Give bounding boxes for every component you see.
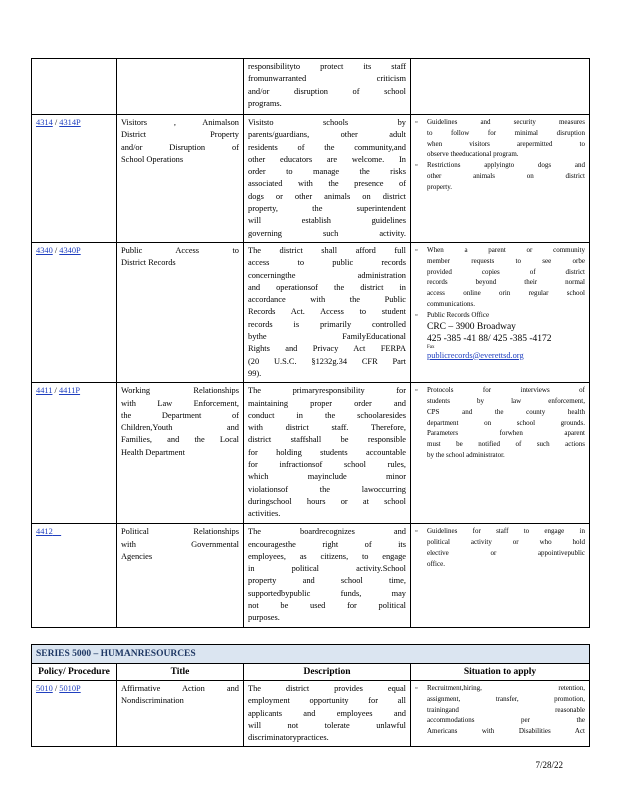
description-line: fromunwarranted criticism xyxy=(248,74,406,84)
title-line: Public Access to xyxy=(121,245,239,255)
title-line: the Department of xyxy=(121,410,239,420)
title-line: Children,Youth and xyxy=(121,423,239,433)
square-bullet-icon: ▫ xyxy=(415,386,418,395)
description-line: employment opportunity for all xyxy=(248,696,406,706)
situation-item: ▫ Guidelines for staff to engage in political activity or who hold elective or appointivepublic office. xyxy=(415,527,585,568)
description-line: Rights and Privacy Act FERPA xyxy=(248,344,406,354)
description-line: associated with the presence of xyxy=(248,179,406,189)
policy-link[interactable]: 4340 xyxy=(36,245,53,255)
procedure-link[interactable]: 4411P xyxy=(58,386,81,396)
contact-address: CRC – 3900 Broadway xyxy=(427,321,516,332)
description-line: not be used for political xyxy=(248,601,406,611)
description-line: dogs or other animals on district xyxy=(248,191,406,201)
description-line: for holding students accountable xyxy=(248,447,406,457)
description-line: maintaining proper order and xyxy=(248,398,406,408)
title-line: Families, and the Local xyxy=(121,435,239,445)
description-line: (20 U.S.C. §1232g.34 CFR Part xyxy=(248,356,406,366)
description-line: concerningthe administration xyxy=(248,270,406,280)
page xyxy=(31,58,586,747)
description-line: supportedbypublic funds, may xyxy=(248,588,406,598)
description-line: The district shall afford full xyxy=(248,245,406,255)
square-bullet-icon: ▫ xyxy=(415,310,418,319)
table-row xyxy=(32,242,590,382)
description-line: parents/guardians, other adult xyxy=(248,130,406,140)
title-line: Nondiscrimination xyxy=(121,696,184,706)
description-line: will establish guidelines xyxy=(248,216,406,226)
title-line: Health Department xyxy=(121,447,185,457)
title-line: Political Relationships xyxy=(121,527,239,537)
title-line: Agencies xyxy=(121,551,153,561)
policy-link[interactable]: 4314 xyxy=(36,118,53,127)
column-header-situation: Situation to apply xyxy=(411,663,590,680)
description-line: Records Act. Access to student xyxy=(248,307,406,317)
situation-item: ▫ Protocols for interviews of students by law enforcement, CPS and the county health department on school grounds. Parameters forwhen aparent must be notified of such actions by the school administrator. xyxy=(415,386,585,460)
table-row xyxy=(32,383,590,524)
title-line: District Records xyxy=(121,258,176,268)
title-cell xyxy=(117,383,244,524)
title-cell xyxy=(117,242,244,382)
description-line: residents of the community,and xyxy=(248,142,406,152)
title-line: with Governmental xyxy=(121,539,239,549)
series-header-row xyxy=(32,644,590,663)
policy-table xyxy=(31,58,590,747)
description-line: and operationsof the district in xyxy=(248,282,406,292)
table-row xyxy=(32,524,590,627)
policy-link[interactable]: 4411 xyxy=(36,386,53,396)
description-line: property, the superintendent xyxy=(248,204,406,214)
series-title: SERIES 5000 – HUMANRESOURCES xyxy=(32,644,590,663)
fax-label: Fax xyxy=(427,344,435,350)
description-line: order to manage the risks xyxy=(248,167,406,177)
title-line: District Property xyxy=(121,130,239,140)
title-line: Visitors , Animalson xyxy=(121,118,239,127)
column-header-row xyxy=(32,663,590,680)
square-bullet-icon: ▫ xyxy=(415,118,418,126)
procedure-link[interactable]: 4340P xyxy=(59,245,81,255)
policy-cell: 4314 / 4314P xyxy=(32,115,117,243)
description-line: district staffshall be responsible xyxy=(248,435,406,445)
procedure-link[interactable]: 4314P xyxy=(59,118,81,127)
description-line: conduct in the schoolaresides xyxy=(248,410,406,420)
description-line: records is primarily controlled xyxy=(248,319,406,329)
description-line: with district staff. Therefore, xyxy=(248,423,406,433)
policy-link[interactable]: 4412 xyxy=(36,527,53,537)
description-line: applicants and employees and xyxy=(248,708,406,718)
situation-cell xyxy=(411,680,590,746)
column-header-description: Description xyxy=(244,663,411,680)
square-bullet-icon: ▫ xyxy=(415,245,418,254)
description-line: The boardrecognizes and xyxy=(248,527,406,537)
situation-cell xyxy=(411,242,590,382)
policy-link[interactable]: 5010 xyxy=(36,683,53,693)
contact-phone: 425 -385 -41 88/ 425 -385 -4172 xyxy=(427,333,552,344)
description-line: property and school time, xyxy=(248,576,406,586)
description-line: employees, as citizens, to engage xyxy=(248,551,406,561)
description-line: other educators are welcome. In xyxy=(248,154,406,164)
description-line: purposes. xyxy=(248,613,280,623)
description-line: programs. xyxy=(248,98,282,108)
policy-cell xyxy=(32,59,117,115)
situation-item: ▫ Recruitment,hiring, retention, assignment, transfer, promotion, trainingand reasonable accommodations per the Americans with Disabilities Act xyxy=(415,683,585,736)
square-bullet-icon: ▫ xyxy=(415,161,418,170)
description-line: duringschool hours or at school xyxy=(248,496,406,506)
title-cell xyxy=(117,680,244,746)
description-line: and/or disruption of school xyxy=(248,86,406,96)
title-cell xyxy=(117,524,244,627)
policy-cell: 5010 / 5010P xyxy=(32,680,117,746)
policy-cell xyxy=(32,524,117,627)
situation-cell xyxy=(411,524,590,627)
description-line: which mayinclude minor xyxy=(248,472,406,482)
table-row xyxy=(32,680,590,746)
description-line: discriminatorypractices. xyxy=(248,733,329,743)
description-line: The primaryresponsibility for xyxy=(248,386,406,396)
description-cell xyxy=(244,242,411,382)
title-line: with Law Enforcement, xyxy=(121,398,239,408)
description-cell xyxy=(244,115,411,243)
description-line: encouragesthe right of its xyxy=(248,539,406,549)
situation-cell xyxy=(411,383,590,524)
description-line: activities. xyxy=(248,509,281,519)
description-line: violationsof the lawoccurring xyxy=(248,484,406,494)
description-line: for infractionsof school rules, xyxy=(248,460,406,470)
email-link[interactable]: publicrecords@everettsd.org xyxy=(427,350,524,360)
situation-item: ▫ Guidelines and security measures to follow for minimal disruption when visitors arepermitted to observe theeducational program. xyxy=(415,118,585,159)
policy-cell: 4411 / 4411P xyxy=(32,383,117,524)
description-line: responsibilityto protect its staff xyxy=(248,62,406,71)
description-line: The district provides equal xyxy=(248,683,406,693)
situation-item: ▫ When a parent or community member requests to see orbe provided copies of district records beyond their normal access online orin regular school communications. xyxy=(415,245,585,308)
footer-date: 7/28/22 xyxy=(535,760,563,770)
situation-cell xyxy=(411,59,590,115)
square-bullet-icon: ▫ xyxy=(415,683,418,692)
title-cell xyxy=(117,59,244,115)
title-line: Working Relationships xyxy=(121,386,239,396)
description-cell xyxy=(244,680,411,746)
procedure-link[interactable]: 5010P xyxy=(59,683,81,693)
title-line: Affirmative Action and xyxy=(121,683,239,693)
description-line: governing such activity. xyxy=(248,228,406,238)
spacer-row xyxy=(32,627,590,644)
description-line: accordance with the Public xyxy=(248,295,406,305)
situation-item: ▫ Public Records Office CRC – 3900 Broadway 425 -385 -41 88/ 425 -385 -4172 Fax publicrecords@everettsd.org xyxy=(415,310,585,362)
description-cell xyxy=(244,524,411,627)
description-line: Visitsto schools by xyxy=(248,118,406,127)
title-cell xyxy=(117,115,244,243)
title-line: and/or Disruption of xyxy=(121,142,239,152)
description-line: 99). xyxy=(248,368,262,378)
description-cell xyxy=(244,59,411,115)
description-line: access to public records xyxy=(248,258,406,268)
description-line: will not tolerate unlawful xyxy=(248,720,406,730)
column-header-title: Title xyxy=(117,663,244,680)
policy-cell: 4340 / 4340P xyxy=(32,242,117,382)
description-cell xyxy=(244,383,411,524)
column-header-policy: Policy/ Procedure xyxy=(32,663,117,680)
situation-cell xyxy=(411,115,590,243)
description-line: in political activity.School xyxy=(248,564,406,574)
table-row xyxy=(32,115,590,243)
square-bullet-icon: ▫ xyxy=(415,527,418,536)
situation-item: ▫ Restrictions applyingto dogs and other animals on district property. xyxy=(415,161,585,191)
title-line: School Operations xyxy=(121,154,184,164)
table-row xyxy=(32,59,590,115)
description-line: bythe FamilyEducational xyxy=(248,332,406,342)
